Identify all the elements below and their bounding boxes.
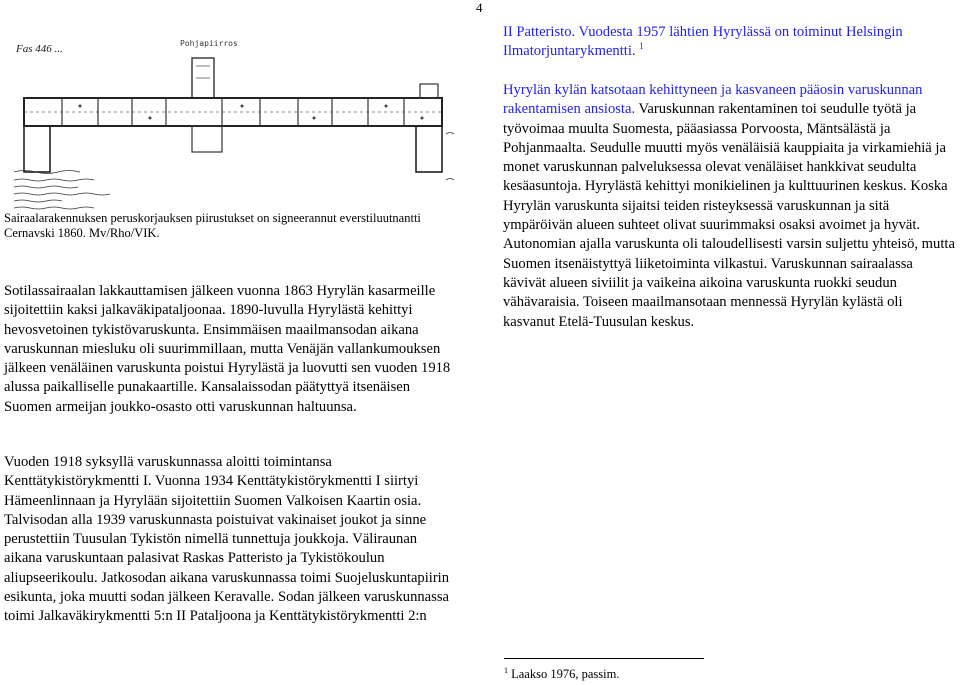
paragraph-text: Varuskunnan rakentaminen toi seudulle työtä ja työvoimaa muulta Suomesta, pääasiassa Porvoosta, Mäntsälästä ja Pohjanmaalta. Seudulle muutti myös venäläisiä kauppiaita ja virkamiehiä ja monet varuskunnan palveluksessa olevat venäläiset hankkivat seudulta kesäasuntoja. Hyrylästä kehittyi monikielinen ja kulttuurinen keskus. Koska Hyrylän varuskunta sijaitsi teiden risteyksessä varuskunnan ja sitä ympäröivän alueen suhteet olivat suurimmaksi osaksi avoimet ja hyvät. Autonomian ajalla varuskunta oli taloudellisesti varsin suljettu yhteisö, mutta Suomen itsenäistyttyä liiketoiminta vilkastui. Varuskunnan sairaalassa kävivät alueen siviilit ja vaikeina aikoina varuskunta ruokki seudun vähävaraisia. Toiseen maailmansotaan mennessä Hyrylän kylästä oli kasvanut Etelä-Tuusulan keskus. (503, 101, 955, 330)
paragraph-text: Hyrylän kylän katsotaan kehittyneen ja kasvaneen pääosin varuskunnan rakentamisen ansiosta. (503, 82, 923, 118)
paragraph-text: Jatkosodan aikana varuskunnassa toimi Suojeluskuntapiirin esikunta, joka muutti sodan jälkeen Keravalle. Sodan jälkeen varuskunnassa toimi Jalkaväkirykmentti 5:n II Pataljoona ja Kenttätykistörykmentti 2:n (4, 569, 450, 625)
page-number: 4 (476, 0, 483, 15)
paragraph-regiments (4, 453, 454, 627)
paragraph-garrison-history (4, 282, 454, 417)
footnote-marker: 1 (504, 666, 508, 675)
paragraph-text: Vuoden 1918 syksyllä varuskunnassa aloitti toimintansa Kenttätykistörykmentti I. Vuonna 1934 Kenttätykistörykmentti I siirtyi Hämeenlinnaan ja Hyrylään sijoitettiin Suomen Valkoisen Kaartin osia. Talvisodan alla 1939 varuskunnasta poistuivat vakinaiset joukot ja sinne perustettiin Tuusulan Tykistön nimellä tunnettuja joukkoja. Väliraunan aikana varuskuntaan palasivat Raskas Patteristo ja Tykistökoulun aliupseerikoulu. (4, 454, 427, 586)
paragraph-village-development (503, 81, 955, 332)
plan-handwritten-note: Fas 446 ... (16, 43, 63, 55)
footnote-separator (504, 658, 704, 659)
plan-title-label: Pohjapiirros (180, 39, 238, 48)
paragraph-continuation (503, 23, 955, 62)
paragraph-text: Ensimmäisen maailmansodan aikana varuskunnan miesluku oli suurimmillaan, mutta Venäjän vallankumouksen jälkeen venäläinen varuskunta poistui Hyrylästä ja luovutti sen vuoden 1918 alussa paikalliselle punakaartille. Kansalaissodan päätyttyä itsenäisen Suomen armeijan joukko-osasto otti varuskunnan haltuunsa. (4, 321, 451, 415)
floor-plan-drawing (2, 22, 460, 212)
paragraph-text: II Patteristo. Vuodesta 1957 lähtien Hyrylässä on toiminut Helsingin Ilmatorjuntarykmentti. (503, 24, 903, 60)
footnote (504, 667, 619, 682)
figure-caption: Sairaalarakennuksen peruskorjauksen piirustukset on signeerannut everstiluutnantti Cernavski 1860. Mv/Rho/VIK. (4, 211, 421, 240)
footnote-text: Laakso 1976, passim. (511, 667, 620, 681)
footnote-reference[interactable]: 1 (639, 41, 644, 52)
paragraph-text: Sotilassairaalan lakkauttamisen jälkeen vuonna 1863 Hyrylän kasarmeille sijoitettiin kaksi jalkaväkipataljoonaa. 1890-luvulla Hyrylästä kehittyi hevosvetoinen tykistövaruskunta. (4, 283, 436, 338)
